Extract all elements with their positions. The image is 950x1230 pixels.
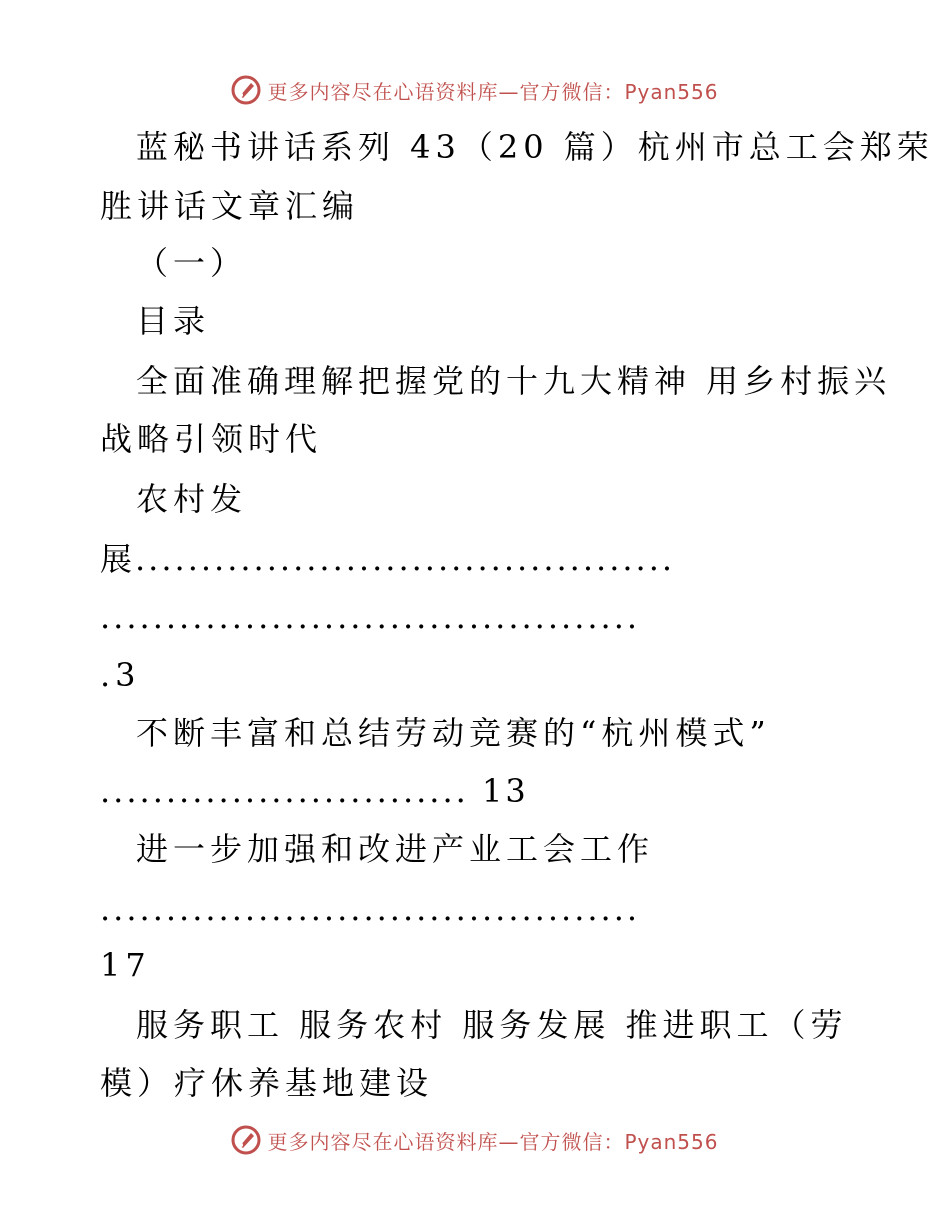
toc-entry-4-line-2: 模）疗休养基地建设 xyxy=(100,1064,434,1102)
toc-entry-4-line-1: 服务职工 服务农村 服务发展 推进职工（劳 xyxy=(136,1006,848,1044)
toc-entry-1-line-2: 战略引领时代 xyxy=(100,420,323,458)
toc-entry-1-leader-1: 展......................................... xyxy=(100,540,676,578)
toc-entry-3-page: 17 xyxy=(100,946,151,984)
toc-entry-1-leader-2: ......................................... xyxy=(100,598,641,636)
toc-entry-3-leader: ......................................... xyxy=(100,890,641,928)
toc-entry-3-title: 进一步加强和改进产业工会工作 xyxy=(136,830,655,868)
toc-entry-1-line-3: 农村发 xyxy=(136,480,248,518)
toc-heading: 目录 xyxy=(136,302,211,340)
toc-entry-1-page: .3 xyxy=(100,656,141,694)
watermark-text: 更多内容尽在心语资料库—官方微信：Pyan556 xyxy=(267,79,719,104)
pen-logo-icon xyxy=(231,1125,261,1155)
toc-entry-1-line-1: 全面准确理解把握党的十九大精神 用乡村振兴 xyxy=(136,362,892,400)
pen-logo-icon xyxy=(231,75,261,105)
watermark-text: 更多内容尽在心语资料库—官方微信：Pyan556 xyxy=(267,1129,719,1154)
header-watermark xyxy=(0,70,950,110)
doc-title-line-2: 胜讲话文章汇编 xyxy=(100,187,360,225)
footer-watermark xyxy=(0,1120,950,1160)
toc-entry-2-leader: ............................ 13 xyxy=(100,772,529,810)
toc-entry-2-title: 不断丰富和总结劳动竞赛的“杭州模式” xyxy=(136,714,771,752)
doc-title-line-1: 蓝秘书讲话系列 43（20 篇）杭州市总工会郑荣 xyxy=(136,128,934,166)
part-label: （一） xyxy=(136,244,248,282)
